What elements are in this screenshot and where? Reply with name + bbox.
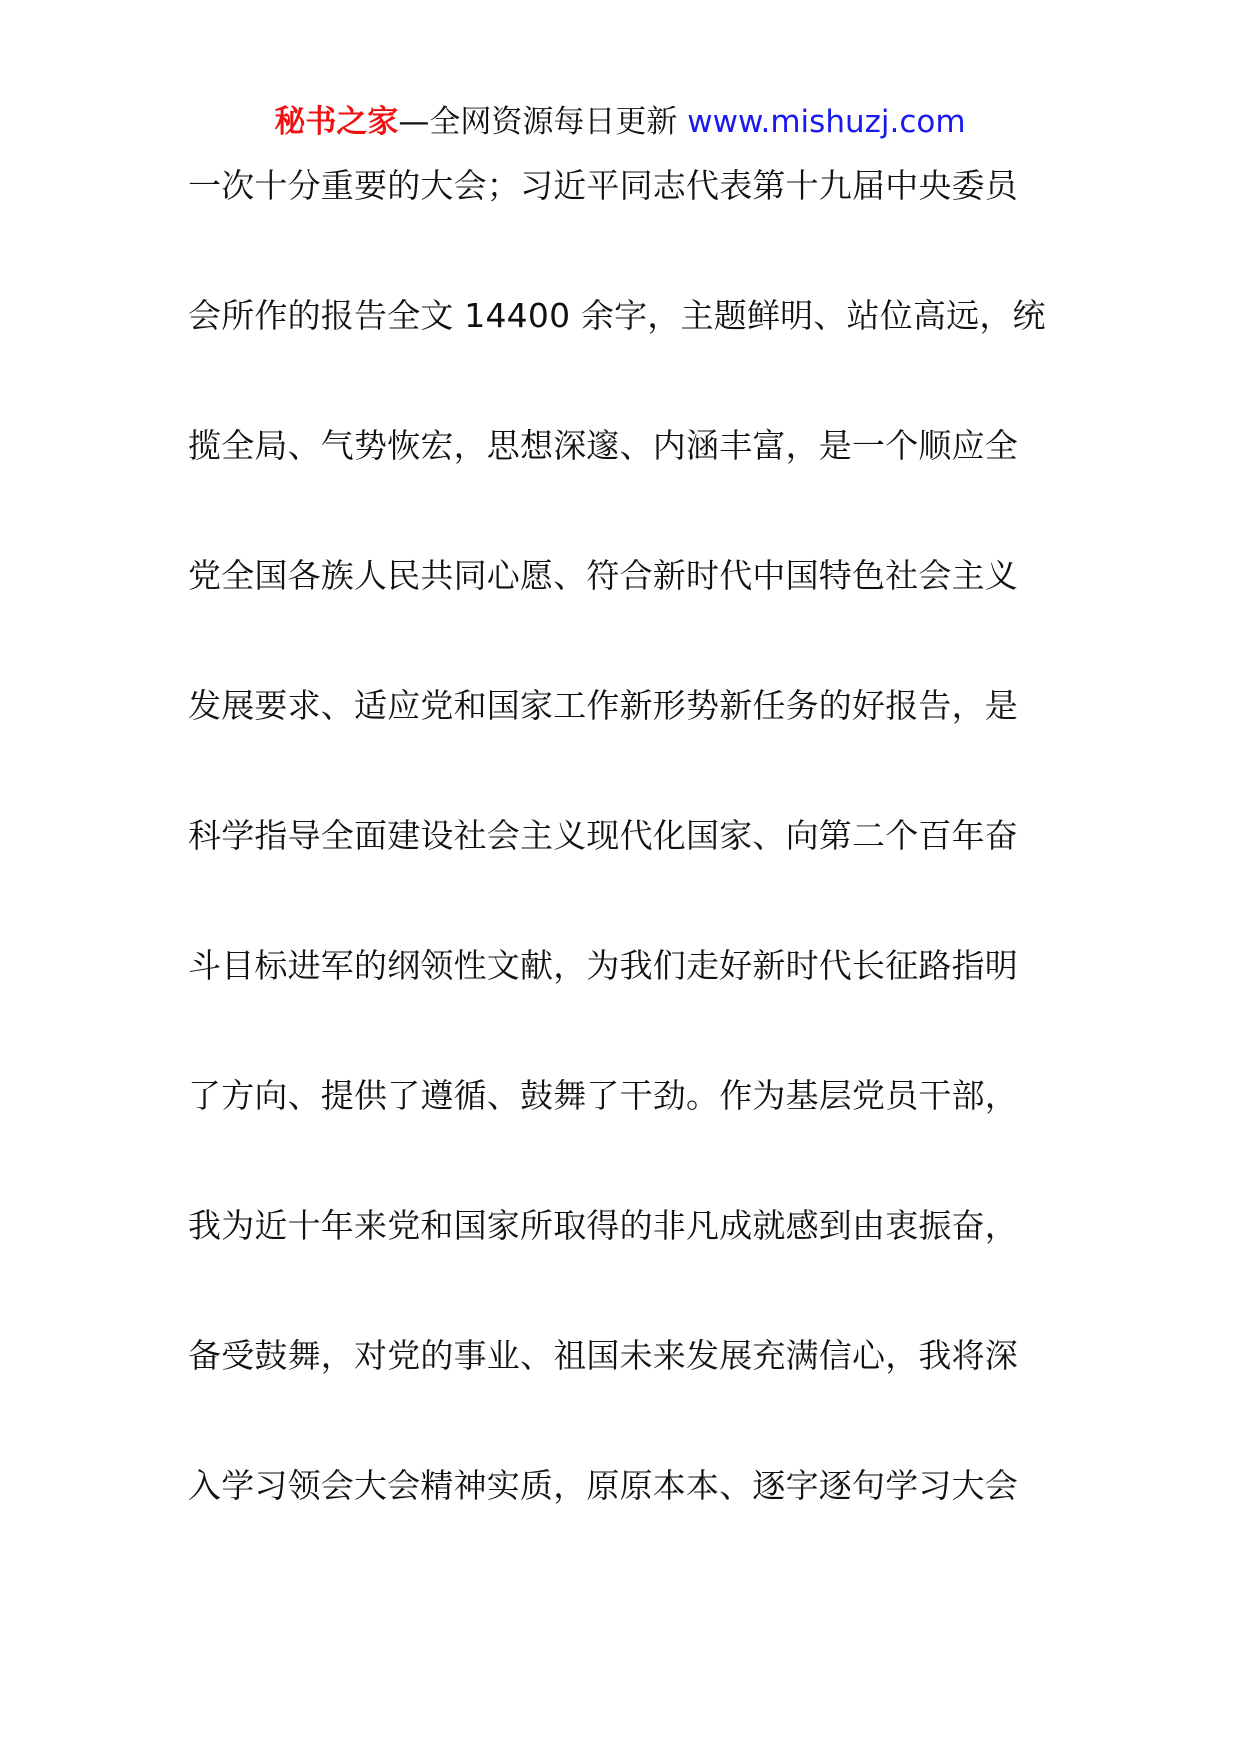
body-line: 党全国各族人民共同心愿、符合新时代中国特色社会主义 [188, 556, 1018, 595]
body-line: 入学习领会大会精神实质，原原本本、逐字逐句学习大会 [188, 1466, 1018, 1505]
body-line: 斗目标进军的纲领性文献，为我们走好新时代长征路指明 [188, 946, 1018, 985]
body-line: 了方向、提供了遵循、鼓舞了干劲。作为基层党员干部， [188, 1076, 1018, 1115]
brand-name: 秘书之家 [274, 104, 399, 140]
body-line: 我为近十年来党和国家所取得的非凡成就感到由衷振奋， [188, 1206, 1018, 1245]
body-line: 揽全局、气势恢宏，思想深邃、内涵丰富，是一个顺应全 [188, 426, 1018, 465]
body-line: 科学指导全面建设社会主义现代化国家、向第二个百年奋 [188, 816, 1018, 855]
body-line: 一次十分重要的大会；习近平同志代表第十九届中央委员 [188, 166, 1018, 205]
header-tagline: —全网资源每日更新 [398, 104, 688, 140]
body-line: 备受鼓舞，对党的事业、祖国未来发展充满信心，我将深 [188, 1336, 1018, 1375]
page-header [0, 100, 1240, 144]
body-line: 会所作的报告全文 14400 余字，主题鲜明、站位高远，统 [188, 296, 1046, 335]
document-body [188, 164, 1088, 1594]
body-line: 发展要求、适应党和国家工作新形势新任务的好报告，是 [188, 686, 1018, 725]
website-link[interactable]: www.mishuzj.com [687, 104, 966, 140]
